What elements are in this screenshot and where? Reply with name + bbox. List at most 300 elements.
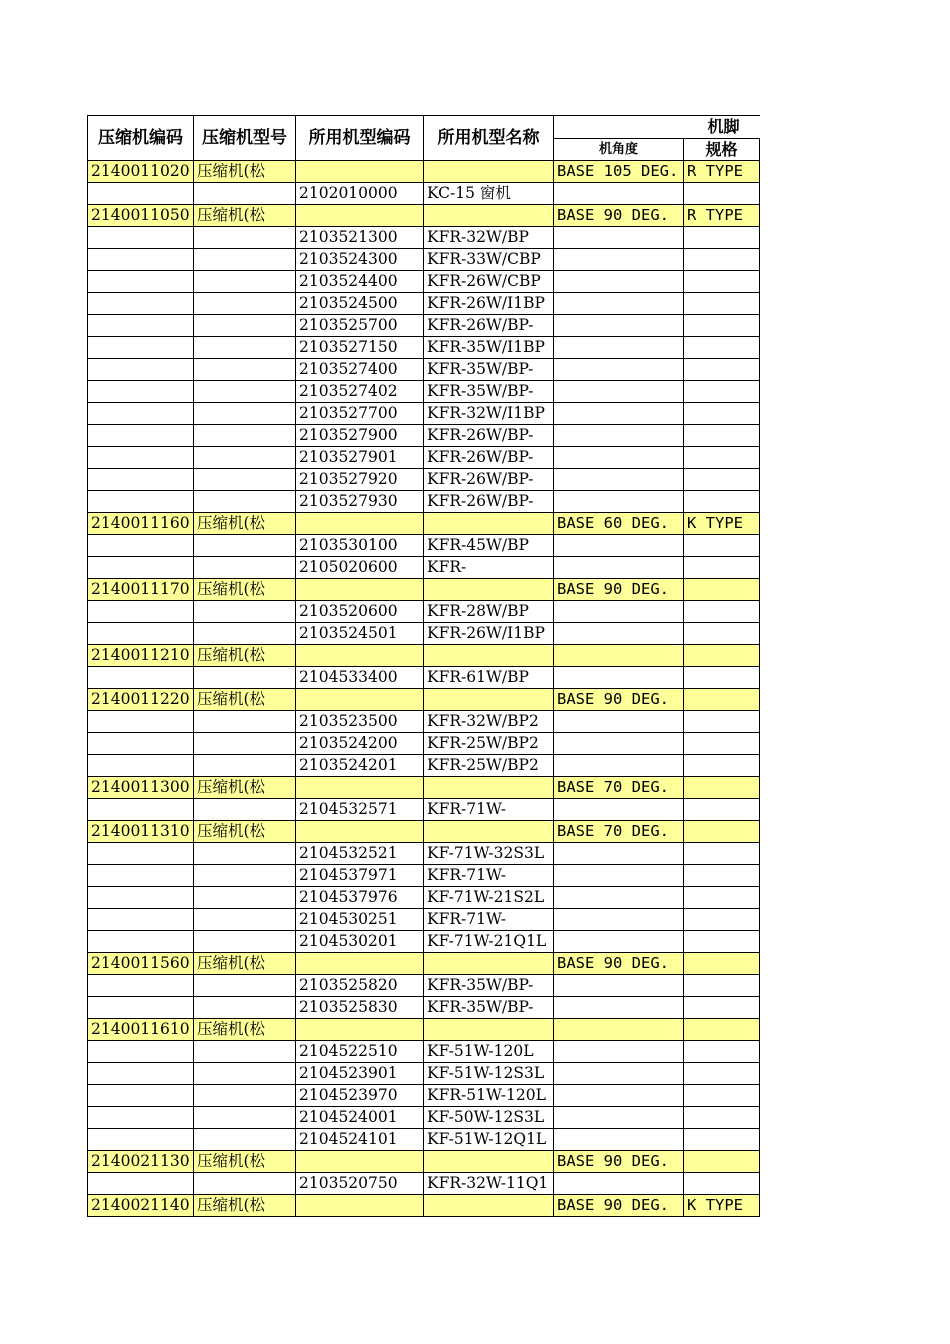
compressor-code-cell [88, 1129, 194, 1151]
table-row [88, 1151, 760, 1173]
foot-spec-cell [684, 645, 760, 667]
compressor-model-cell [194, 425, 296, 447]
unit-code-cell: 2104530201 [296, 931, 424, 953]
unit-code-cell [296, 777, 424, 799]
unit-code-cell: 2105020600 [296, 557, 424, 579]
unit-code-cell: 2103524501 [296, 623, 424, 645]
unit-code-cell: 2104524101 [296, 1129, 424, 1151]
unit-name-cell: KFR-35W/BP- [424, 381, 554, 403]
unit-name-cell [424, 1151, 554, 1173]
compressor-model-cell [194, 403, 296, 425]
unit-code-cell: 2104524001 [296, 1107, 424, 1129]
unit-name-cell: KFR-35W/I1BP [424, 337, 554, 359]
compressor-code-cell: 2140011160 [88, 513, 194, 535]
unit-name-cell: KFR- [424, 557, 554, 579]
foot-angle-cell [554, 1107, 684, 1129]
foot-angle-cell: BASE 90 DEG. [554, 1195, 684, 1217]
foot-spec-cell [684, 315, 760, 337]
compressor-model-cell: 压缩机(松 [194, 513, 296, 535]
compressor-code-cell [88, 557, 194, 579]
foot-angle-cell [554, 887, 684, 909]
unit-name-cell: KFR-71W- [424, 865, 554, 887]
compressor-code-cell [88, 909, 194, 931]
foot-angle-cell [554, 1063, 684, 1085]
unit-code-cell: 2103527150 [296, 337, 424, 359]
unit-name-cell [424, 953, 554, 975]
foot-angle-cell [554, 183, 684, 205]
foot-angle-cell [554, 381, 684, 403]
table-row [88, 579, 760, 601]
foot-spec-cell [684, 667, 760, 689]
unit-code-cell: 2103524200 [296, 733, 424, 755]
unit-code-cell: 2103530100 [296, 535, 424, 557]
compressor-model-cell [194, 997, 296, 1019]
foot-spec-cell [684, 689, 760, 711]
unit-name-cell: KF-71W-32S3L [424, 843, 554, 865]
foot-angle-cell [554, 249, 684, 271]
table-row [88, 843, 760, 865]
compressor-model-cell [194, 227, 296, 249]
foot-angle-cell: BASE 105 DEG. [554, 161, 684, 183]
unit-name-cell [424, 821, 554, 843]
foot-angle-cell [554, 667, 684, 689]
compressor-code-cell [88, 975, 194, 997]
compressor-code-cell [88, 887, 194, 909]
unit-name-cell: KC-15 窗机 [424, 183, 554, 205]
foot-angle-cell [554, 931, 684, 953]
compressor-model-cell [194, 733, 296, 755]
table-row [88, 1041, 760, 1063]
header-compressor-code: 压缩机编码 [88, 116, 194, 161]
unit-code-cell [296, 205, 424, 227]
compressor-model-cell [194, 293, 296, 315]
unit-name-cell: KFR-35W/BP- [424, 997, 554, 1019]
foot-spec-cell [684, 1063, 760, 1085]
compressor-code-cell [88, 403, 194, 425]
unit-name-cell: KFR-26W/I1BP [424, 623, 554, 645]
compressor-code-cell [88, 425, 194, 447]
foot-angle-cell [554, 645, 684, 667]
compressor-model-cell [194, 315, 296, 337]
unit-name-cell [424, 1195, 554, 1217]
table-row [88, 381, 760, 403]
compressor-model-cell: 压缩机(松 [194, 821, 296, 843]
foot-spec-cell [684, 1107, 760, 1129]
unit-name-cell: KFR-26W/BP- [424, 425, 554, 447]
table-row [88, 601, 760, 623]
unit-name-cell: KFR-51W-120L [424, 1085, 554, 1107]
unit-name-cell: KFR-26W/CBP [424, 271, 554, 293]
foot-angle-cell [554, 359, 684, 381]
unit-name-cell: KFR-45W/BP [424, 535, 554, 557]
foot-spec-cell [684, 777, 760, 799]
table-row [88, 337, 760, 359]
unit-name-cell: KFR-26W/I1BP [424, 293, 554, 315]
table-row [88, 1195, 760, 1217]
unit-name-cell: KFR-26W/BP- [424, 315, 554, 337]
compressor-code-cell: 2140021140 [88, 1195, 194, 1217]
table-row [88, 997, 760, 1019]
compressor-model-cell [194, 557, 296, 579]
unit-name-cell: KFR-71W- [424, 909, 554, 931]
compressor-model-cell [194, 1107, 296, 1129]
compressor-model-cell [194, 755, 296, 777]
foot-angle-cell [554, 447, 684, 469]
compressor-model-cell: 压缩机(松 [194, 645, 296, 667]
table-row [88, 821, 760, 843]
foot-angle-cell: BASE 90 DEG. [554, 689, 684, 711]
unit-code-cell: 2103525830 [296, 997, 424, 1019]
foot-angle-cell [554, 293, 684, 315]
foot-spec-cell [684, 183, 760, 205]
unit-name-cell: KFR-26W/BP- [424, 447, 554, 469]
foot-spec-cell [684, 953, 760, 975]
foot-angle-cell [554, 1129, 684, 1151]
table-row [88, 909, 760, 931]
foot-spec-cell: R TYPE [684, 161, 760, 183]
foot-spec-cell [684, 227, 760, 249]
table-row [88, 491, 760, 513]
unit-code-cell [296, 645, 424, 667]
unit-code-cell: 2103524400 [296, 271, 424, 293]
table-row [88, 293, 760, 315]
compressor-code-cell [88, 601, 194, 623]
header-foot-spec: 规格 [684, 139, 760, 161]
unit-code-cell: 2102010000 [296, 183, 424, 205]
compressor-code-cell [88, 1085, 194, 1107]
unit-name-cell: KF-71W-21S2L [424, 887, 554, 909]
header-unit-code: 所用机型编码 [296, 116, 424, 161]
unit-code-cell [296, 161, 424, 183]
table-row [88, 1129, 760, 1151]
unit-code-cell: 2103524201 [296, 755, 424, 777]
table-row [88, 975, 760, 997]
unit-code-cell: 2103524300 [296, 249, 424, 271]
foot-angle-cell [554, 1041, 684, 1063]
foot-spec-cell [684, 843, 760, 865]
foot-angle-cell [554, 469, 684, 491]
table-row [88, 689, 760, 711]
foot-spec-cell [684, 491, 760, 513]
foot-spec-cell [684, 601, 760, 623]
unit-code-cell: 2104523901 [296, 1063, 424, 1085]
foot-angle-cell: BASE 90 DEG. [554, 953, 684, 975]
compressor-code-cell: 2140011300 [88, 777, 194, 799]
table-row [88, 403, 760, 425]
table-row [88, 425, 760, 447]
compressor-code-cell [88, 1063, 194, 1085]
compressor-model-cell: 压缩机(松 [194, 953, 296, 975]
foot-angle-cell: BASE 90 DEG. [554, 1151, 684, 1173]
unit-code-cell: 2104533400 [296, 667, 424, 689]
foot-spec-cell [684, 271, 760, 293]
foot-spec-cell [684, 821, 760, 843]
compressor-model-cell [194, 447, 296, 469]
foot-spec-cell [684, 799, 760, 821]
unit-name-cell: KF-50W-12S3L [424, 1107, 554, 1129]
foot-spec-cell [684, 711, 760, 733]
compressor-code-cell [88, 359, 194, 381]
table-row [88, 711, 760, 733]
compressor-code-cell [88, 227, 194, 249]
unit-code-cell: 2103527700 [296, 403, 424, 425]
unit-name-cell: KF-51W-12Q1L [424, 1129, 554, 1151]
table-row [88, 1063, 760, 1085]
foot-angle-cell [554, 337, 684, 359]
compressor-code-cell [88, 271, 194, 293]
foot-angle-cell: BASE 70 DEG. [554, 821, 684, 843]
table-row [88, 205, 760, 227]
foot-spec-cell [684, 865, 760, 887]
unit-name-cell: KFR-32W/BP [424, 227, 554, 249]
unit-code-cell: 2104532571 [296, 799, 424, 821]
compressor-code-cell [88, 535, 194, 557]
table-row [88, 557, 760, 579]
foot-spec-cell [684, 997, 760, 1019]
compressor-code-cell: 2140011220 [88, 689, 194, 711]
unit-code-cell: 2103527402 [296, 381, 424, 403]
foot-spec-cell [684, 403, 760, 425]
foot-angle-cell [554, 425, 684, 447]
foot-angle-cell [554, 755, 684, 777]
compressor-model-cell [194, 469, 296, 491]
compressor-model-cell [194, 623, 296, 645]
unit-code-cell: 2103520750 [296, 1173, 424, 1195]
foot-spec-cell [684, 887, 760, 909]
table-row [88, 161, 760, 183]
unit-name-cell: KFR-71W- [424, 799, 554, 821]
table-row [88, 447, 760, 469]
unit-code-cell: 2104532521 [296, 843, 424, 865]
table-row [88, 1173, 760, 1195]
compressor-code-cell: 2140011560 [88, 953, 194, 975]
unit-code-cell: 2104530251 [296, 909, 424, 931]
compressor-model-cell [194, 1085, 296, 1107]
foot-spec-cell [684, 469, 760, 491]
foot-spec-cell [684, 755, 760, 777]
unit-code-cell [296, 513, 424, 535]
unit-name-cell: KFR-26W/BP- [424, 469, 554, 491]
compressor-code-cell: 2140011170 [88, 579, 194, 601]
foot-angle-cell: BASE 90 DEG. [554, 205, 684, 227]
unit-name-cell: KFR-35W/BP- [424, 975, 554, 997]
unit-code-cell: 2103527900 [296, 425, 424, 447]
table-row [88, 535, 760, 557]
table-row [88, 183, 760, 205]
unit-name-cell: KFR-25W/BP2 [424, 733, 554, 755]
foot-angle-cell [554, 491, 684, 513]
unit-name-cell [424, 513, 554, 535]
compressor-model-cell [194, 359, 296, 381]
foot-spec-cell [684, 1173, 760, 1195]
compressor-model-cell: 压缩机(松 [194, 1195, 296, 1217]
unit-name-cell [424, 161, 554, 183]
unit-code-cell [296, 1019, 424, 1041]
unit-code-cell [296, 953, 424, 975]
foot-spec-cell [684, 293, 760, 315]
compressor-model-cell: 压缩机(松 [194, 205, 296, 227]
header-foot-group: 机脚 [554, 116, 760, 139]
foot-angle-cell: BASE 60 DEG. [554, 513, 684, 535]
table-row [88, 865, 760, 887]
foot-spec-cell [684, 623, 760, 645]
unit-code-cell: 2103523500 [296, 711, 424, 733]
foot-spec-cell [684, 1041, 760, 1063]
unit-code-cell: 2104522510 [296, 1041, 424, 1063]
table-row [88, 733, 760, 755]
table-row [88, 623, 760, 645]
unit-name-cell: KFR-32W-11Q1 [424, 1173, 554, 1195]
compressor-model-cell [194, 667, 296, 689]
compressor-model-cell [194, 183, 296, 205]
table-row [88, 1107, 760, 1129]
table-row [88, 513, 760, 535]
foot-spec-cell [684, 909, 760, 931]
foot-angle-cell [554, 1173, 684, 1195]
foot-spec-cell [684, 535, 760, 557]
compressor-model-cell [194, 975, 296, 997]
table-row [88, 249, 760, 271]
unit-name-cell: KFR-28W/BP [424, 601, 554, 623]
unit-code-cell [296, 689, 424, 711]
compressor-code-cell [88, 1041, 194, 1063]
foot-spec-cell [684, 1085, 760, 1107]
table-row [88, 953, 760, 975]
foot-spec-cell [684, 425, 760, 447]
compressor-model-cell [194, 491, 296, 513]
foot-spec-cell [684, 249, 760, 271]
table-row [88, 755, 760, 777]
compressor-model-cell [194, 799, 296, 821]
table-row [88, 227, 760, 249]
unit-code-cell: 2103525700 [296, 315, 424, 337]
compressor-model-cell: 压缩机(松 [194, 579, 296, 601]
table-row [88, 777, 760, 799]
table-row [88, 887, 760, 909]
unit-name-cell [424, 689, 554, 711]
unit-code-cell: 2103525820 [296, 975, 424, 997]
compressor-model-cell [194, 337, 296, 359]
table-row [88, 469, 760, 491]
compressor-code-cell [88, 843, 194, 865]
unit-name-cell [424, 205, 554, 227]
unit-name-cell: KF-51W-120L [424, 1041, 554, 1063]
table-row [88, 359, 760, 381]
table-row [88, 667, 760, 689]
compressor-code-cell [88, 337, 194, 359]
table-row [88, 1019, 760, 1041]
unit-name-cell: KF-51W-12S3L [424, 1063, 554, 1085]
foot-angle-cell [554, 557, 684, 579]
compressor-code-cell: 2140011050 [88, 205, 194, 227]
compressor-code-cell [88, 623, 194, 645]
foot-spec-cell: R TYPE [684, 205, 760, 227]
compressor-code-cell: 2140011310 [88, 821, 194, 843]
compressor-code-cell [88, 381, 194, 403]
unit-name-cell: KFR-32W/I1BP [424, 403, 554, 425]
compressor-model-cell [194, 271, 296, 293]
unit-code-cell [296, 1151, 424, 1173]
foot-spec-cell [684, 381, 760, 403]
compressor-model-cell: 压缩机(松 [194, 1151, 296, 1173]
compressor-model-cell [194, 249, 296, 271]
foot-spec-cell [684, 975, 760, 997]
foot-angle-cell [554, 601, 684, 623]
unit-code-cell: 2104537976 [296, 887, 424, 909]
unit-code-cell [296, 579, 424, 601]
foot-angle-cell [554, 733, 684, 755]
unit-name-cell: KFR-32W/BP2 [424, 711, 554, 733]
foot-angle-cell [554, 975, 684, 997]
unit-code-cell [296, 821, 424, 843]
compressor-code-cell [88, 183, 194, 205]
compressor-code-cell [88, 1173, 194, 1195]
foot-spec-cell [684, 447, 760, 469]
unit-name-cell: KFR-61W/BP [424, 667, 554, 689]
foot-angle-cell [554, 799, 684, 821]
compressor-model-cell [194, 865, 296, 887]
compressor-code-cell [88, 799, 194, 821]
unit-code-cell [296, 1195, 424, 1217]
unit-name-cell [424, 1019, 554, 1041]
foot-angle-cell [554, 843, 684, 865]
unit-name-cell: KFR-25W/BP2 [424, 755, 554, 777]
compressor-code-cell [88, 1107, 194, 1129]
compressor-code-cell [88, 469, 194, 491]
header-foot-angle: 机角度 [554, 139, 684, 161]
compressor-model-cell: 压缩机(松 [194, 689, 296, 711]
foot-angle-cell: BASE 90 DEG. [554, 579, 684, 601]
header-unit-name: 所用机型名称 [424, 116, 554, 161]
unit-name-cell [424, 579, 554, 601]
compressor-code-cell [88, 733, 194, 755]
foot-spec-cell [684, 579, 760, 601]
foot-angle-cell [554, 271, 684, 293]
table-row [88, 315, 760, 337]
compressor-code-cell [88, 249, 194, 271]
compressor-code-cell [88, 491, 194, 513]
foot-angle-cell: BASE 70 DEG. [554, 777, 684, 799]
compressor-code-cell [88, 711, 194, 733]
foot-angle-cell [554, 909, 684, 931]
compressor-code-cell [88, 865, 194, 887]
unit-code-cell: 2103521300 [296, 227, 424, 249]
table-body [88, 161, 760, 1217]
table-row [88, 271, 760, 293]
compressor-model-cell [194, 887, 296, 909]
compressor-model-cell [194, 1041, 296, 1063]
unit-name-cell: KFR-35W/BP- [424, 359, 554, 381]
unit-code-cell: 2103527901 [296, 447, 424, 469]
foot-spec-cell: K TYPE [684, 1195, 760, 1217]
foot-angle-cell [554, 535, 684, 557]
foot-angle-cell [554, 1019, 684, 1041]
compressor-code-cell [88, 447, 194, 469]
foot-spec-cell [684, 1151, 760, 1173]
unit-code-cell: 2104537971 [296, 865, 424, 887]
compressor-model-cell [194, 909, 296, 931]
foot-angle-cell [554, 997, 684, 1019]
compressor-code-cell [88, 755, 194, 777]
foot-angle-cell [554, 315, 684, 337]
table-row [88, 931, 760, 953]
unit-code-cell: 2103524500 [296, 293, 424, 315]
unit-code-cell: 2103527400 [296, 359, 424, 381]
foot-angle-cell [554, 227, 684, 249]
foot-angle-cell [554, 711, 684, 733]
compressor-model-cell [194, 535, 296, 557]
unit-code-cell: 2103527930 [296, 491, 424, 513]
